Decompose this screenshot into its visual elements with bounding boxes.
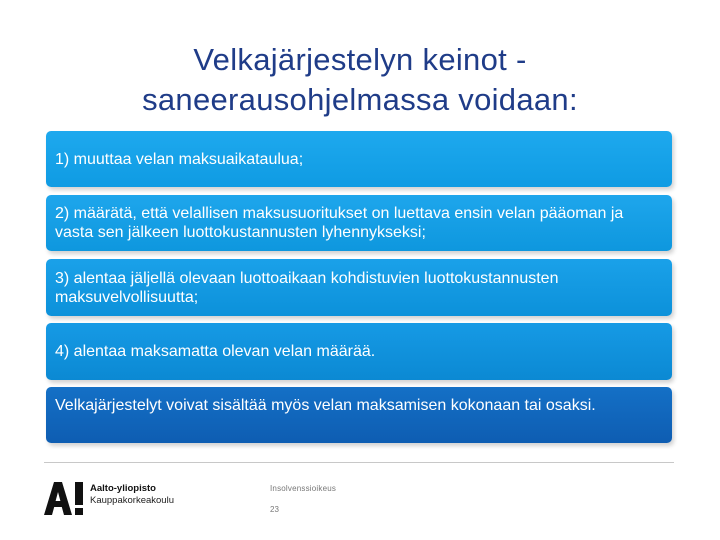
title-line-2: saneerausohjelmassa voidaan: — [142, 82, 578, 117]
item-text-1: 1) muuttaa velan maksuaikataulua; — [55, 150, 304, 168]
item-box-4 — [46, 323, 672, 380]
title-line-1: Velkajärjestelyn keinot - — [193, 42, 527, 77]
logo-text — [90, 483, 174, 507]
logo-line-2: Kauppakorkeakoulu — [90, 495, 174, 506]
item-text-2: 2) määrätä, että velallisen maksusuoritukset on luettava ensin velan pääoman ja vasta sen jälkeen luottokustannusten lyhennykseksi; — [55, 205, 624, 241]
item-box-5 — [46, 387, 672, 443]
logo-line-1: Aalto-yliopisto — [90, 483, 156, 494]
item-box-1 — [46, 131, 672, 187]
footer-label: Insolvenssioikeus — [270, 484, 337, 493]
slide-title — [0, 40, 720, 120]
footer-divider — [44, 462, 674, 463]
item-text-5: Velkajärjestelyt voivat sisältää myös velan maksamisen kokonaan tai osaksi. — [55, 397, 596, 414]
item-text-4: 4) alentaa maksamatta olevan velan määrää. — [55, 343, 376, 360]
aalto-logo-icon — [44, 480, 86, 516]
item-box-3 — [46, 259, 672, 316]
item-box-2 — [46, 195, 672, 251]
page-number: 23 — [270, 505, 279, 514]
item-text-3: 3) alentaa jäljellä olevaan luottoaikaan kohdistuvien luottokustannusten maksuvelvollisuutta; — [55, 269, 559, 306]
aalto-logo — [44, 480, 204, 518]
